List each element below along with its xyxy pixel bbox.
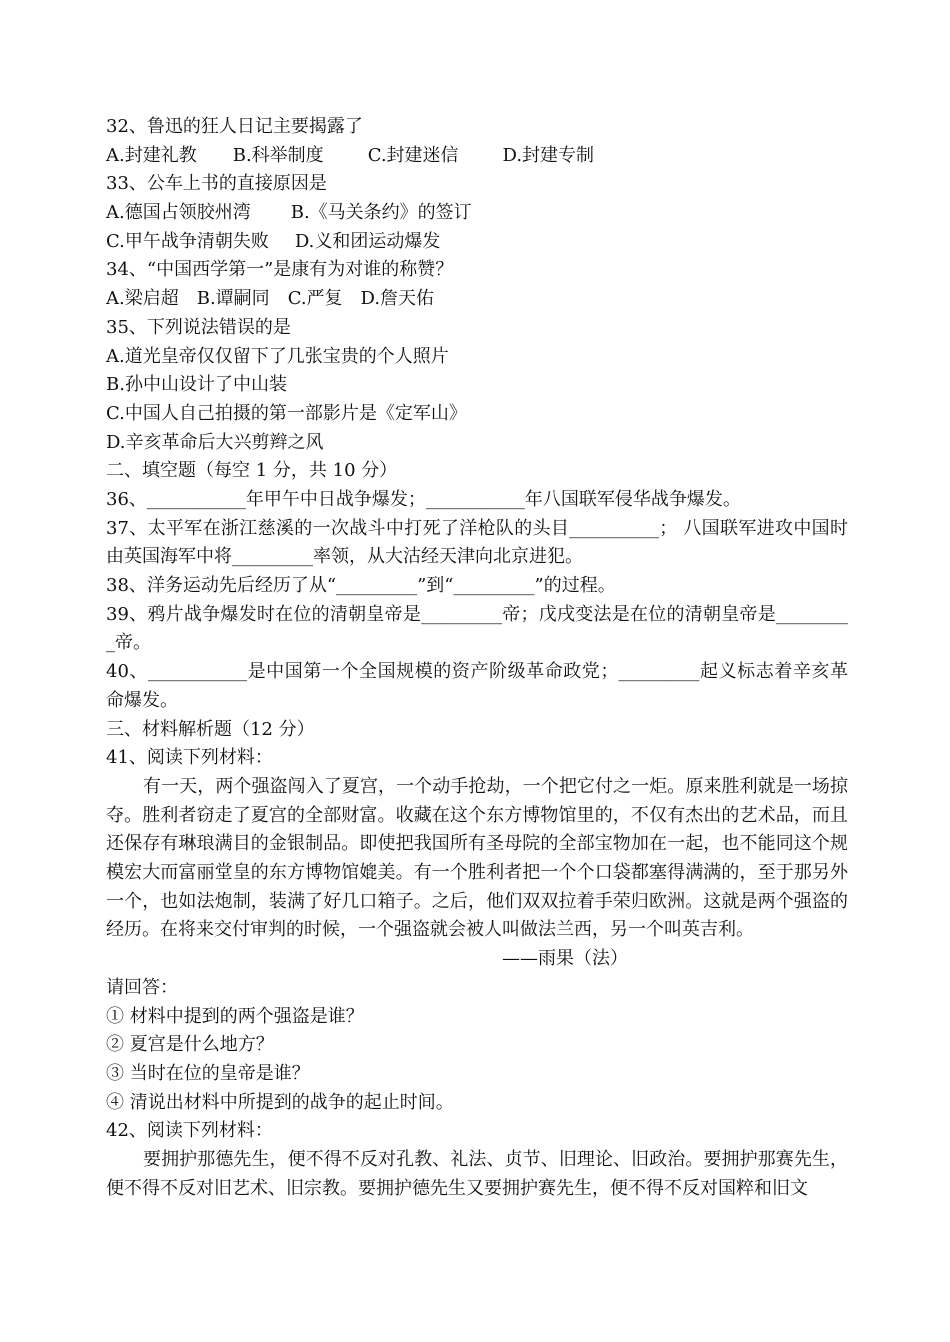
- question-41-sub-1: ① 材料中提到的两个强盗是谁？: [106, 1005, 364, 1027]
- question-33-options-row2: [106, 228, 848, 257]
- question-35-option-d: D.辛亥革命后大兴剪辫之风: [106, 431, 324, 453]
- question-33-options-row1: [106, 199, 848, 228]
- question-34-option-b: B.谭嗣同: [196, 288, 270, 310]
- section-2-title: 二、填空题（每空 1 分，共 10 分）: [106, 460, 398, 482]
- question-39: 39、鸦片战争爆发时在位的清朝皇帝是_________帝；戊戌变法是在位的清朝皇帝是_________帝。: [106, 603, 848, 654]
- question-41-stem: 41、阅读下列材料：: [106, 747, 273, 769]
- question-32-stem: 32、鲁迅的狂人日记主要揭露了: [106, 116, 363, 137]
- question-32-option-b: B.科举制度: [232, 144, 324, 166]
- question-40: 40、___________是中国第一个全国规模的资产阶级革命政党；_________起义标志着辛亥革命爆发。: [106, 661, 848, 711]
- question-42-stem: 42、阅读下列材料：: [106, 1120, 273, 1142]
- question-33-option-c: C.甲午战争清朝失败: [106, 230, 269, 252]
- question-33-option-b: B.《马关条约》的签订: [290, 202, 472, 224]
- question-32-option-a: A.封建礼教: [106, 144, 197, 166]
- question-34-stem: 34、“中国西学第一”是康有为对谁的称赞？: [106, 259, 454, 281]
- question-41-sub-3: ③ 当时在位的皇帝是谁？: [106, 1062, 310, 1084]
- question-41-sub-4: ④ 清说出材料中所提到的战争的起止时间。: [106, 1091, 454, 1113]
- question-35-option-a: A.道光皇帝仅仅留下了几张宝贵的个人照片: [106, 345, 449, 367]
- question-35-option-c: C.中国人自己拍摄的第一部影片是《定军山》: [106, 402, 467, 424]
- question-33-option-a: A.德国占领胶州湾: [106, 202, 251, 224]
- question-36: 36、___________年甲午中日战争爆发；___________年八国联军侵华战争爆发。: [106, 488, 741, 510]
- page-content: [106, 113, 848, 1203]
- question-41-passage: 有一天，两个强盗闯入了夏宫，一个动手抢劫，一个把它付之一炬。原来胜利就是一场掠夺。胜利者窃走了夏宫的全部财富。收藏在这个东方博物馆里的，不仅有杰出的艺术品，而且还保存有琳琅满目的金银制品。即使把我国所有圣母院的全部宝物加在一起，也不能同这个规模宏大而富丽堂皇的东方博物馆媲美。有一个胜利者把一个个口袋都塞得满满的，至于那另外一个，也如法炮制，装满了好几口箱子。之后，他们双双拉着手荣归欧洲。这就是两个强盗的经历。在将来交付审判的时候，一个强盗就会被人叫做法兰西，另一个叫英吉利。: [106, 775, 848, 941]
- question-41-sub-2: ② 夏宫是什么地方？: [106, 1034, 274, 1056]
- question-41-attribution: ——雨果（法）: [502, 948, 628, 970]
- question-34-option-d: D.詹天佑: [360, 288, 435, 310]
- question-41-prompt: 请回答：: [106, 976, 178, 998]
- question-35-stem: 35、下列说法错误的是: [106, 316, 291, 338]
- question-35-option-b: B.孙中山设计了中山装: [106, 374, 287, 396]
- question-32-options: [106, 142, 848, 171]
- question-34-option-c: C.严复: [287, 288, 343, 310]
- question-32-option-c: C.封建迷信: [367, 144, 459, 166]
- question-34-options: [106, 285, 848, 314]
- question-38: 38、洋务运动先后经历了从“_________”到“_________”的过程。: [106, 575, 616, 597]
- question-37: 37、太平军在浙江慈溪的一次战斗中打死了洋枪队的头目__________； 八国联军进攻中国时由英国海军中将_________率领，从大沽经天津向北京进犯。: [106, 517, 848, 568]
- question-33-option-d: D.义和团运动爆发: [294, 230, 441, 252]
- question-32-option-d: D.封建专制: [502, 144, 595, 166]
- question-34-option-a: A.梁启超: [106, 288, 179, 310]
- section-3-title: 三、材料解析题（12 分）: [106, 718, 315, 740]
- question-33-stem: 33、公车上书的直接原因是: [106, 173, 327, 195]
- question-42-passage: 要拥护那德先生，便不得不反对孔教、礼法、贞节、旧理论、旧政治。要拥护那赛先生，便不得不反对旧艺术、旧宗教。要拥护德先生又要拥护赛先生，便不得不反对国粹和旧文: [106, 1148, 848, 1199]
